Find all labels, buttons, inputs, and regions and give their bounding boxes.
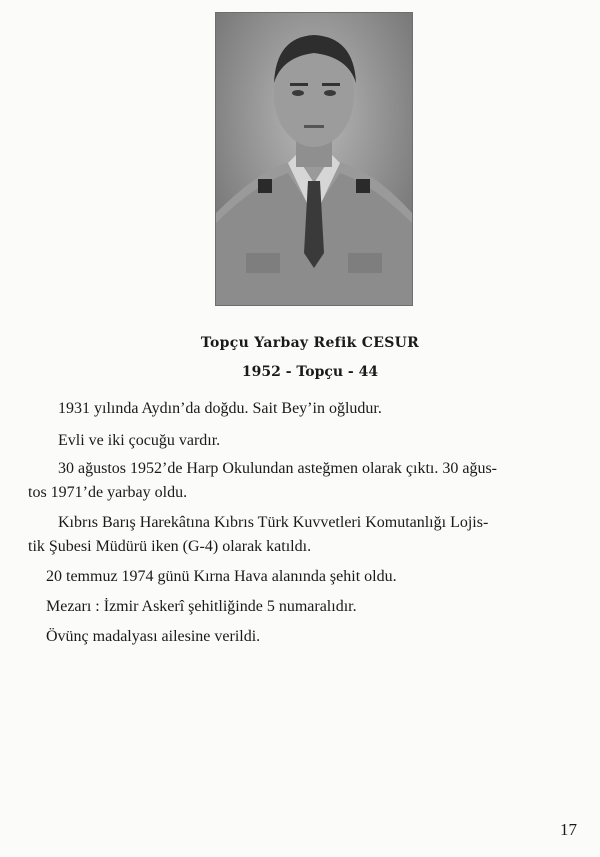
- body-line: 20 temmuz 1974 günü Kırna Hava alanında şehit oldu.: [46, 568, 397, 585]
- caption-name: Topçu Yarbay Refik CESUR: [200, 335, 420, 351]
- body-line: Övünç madalyası ailesine verildi.: [46, 628, 261, 645]
- portrait-photo: [215, 12, 413, 306]
- portrait-photo-icon: [216, 13, 412, 305]
- body-line: 30 ağustos 1952’de Harp Okulundan asteğmen olarak çıktı. 30 ağus-: [58, 460, 498, 477]
- body-line: tik Şubesi Müdürü iken (G-4) olarak katıldı.: [28, 538, 312, 555]
- body-line: Kıbrıs Barış Harekâtına Kıbrıs Türk Kuvvetleri Komutanlığı Lojis-: [58, 514, 489, 531]
- caption-class: 1952 - Topçu - 44: [241, 364, 379, 380]
- body-line: Evli ve iki çocuğu vardır.: [58, 432, 221, 449]
- body-line: Mezarı : İzmir Askerî şehitliğinde 5 numaralıdır.: [46, 598, 357, 615]
- body-line: tos 1971’de yarbay oldu.: [28, 484, 188, 501]
- body-line: 1931 yılında Aydın’da doğdu. Sait Bey’in oğludur.: [58, 400, 382, 417]
- page-number: 17: [560, 820, 577, 839]
